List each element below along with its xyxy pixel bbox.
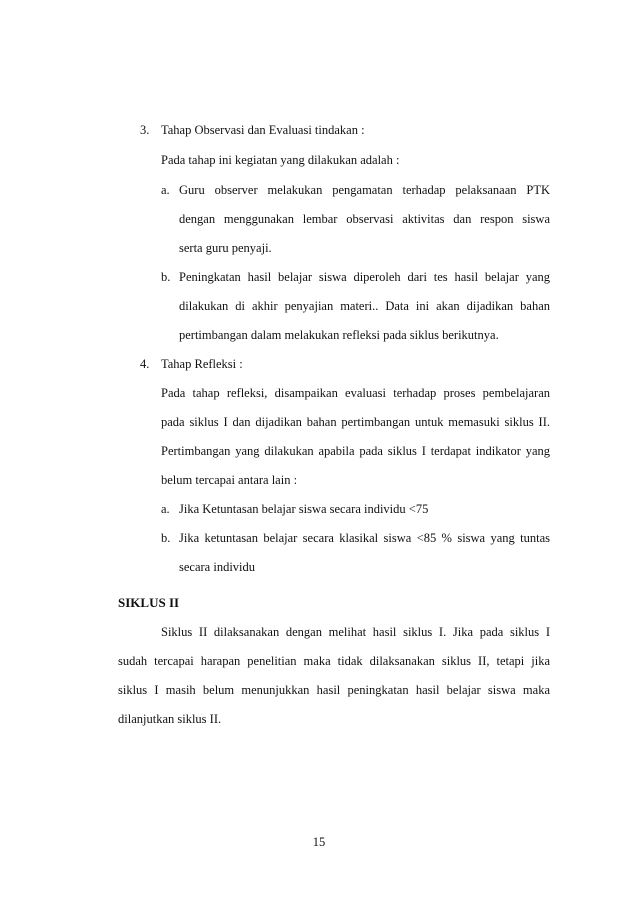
siklus-2-line-2: sudah tercapai harapan penelitian maka tidak dilaksanakan siklus II, tetapi jika [118, 654, 550, 668]
item-4-paragraph-line-3: Pertimbangan yang dilakukan apabila pada siklus I terdapat indikator yang [161, 444, 550, 458]
siklus-2-heading: SIKLUS II [118, 595, 180, 610]
item-4b-line-2: secara individu [179, 560, 256, 574]
item-3b-line-1: Peningkatan hasil belajar siswa diperoleh dari tes hasil belajar yang [179, 270, 550, 284]
page-number: 15 [312, 835, 326, 849]
item-4-paragraph-line-4: belum tercapai antara lain : [161, 473, 298, 487]
item-4-paragraph-line-2: pada siklus I dan dijadikan bahan pertimbangan untuk memasuki siklus II. [161, 415, 550, 429]
item-3a-line-3: serta guru penyaji. [179, 241, 272, 255]
item-4b-marker: b. [161, 531, 171, 545]
item-3a-line-2: dengan menggunakan lembar observasi aktivitas dan respon siswa [179, 212, 550, 226]
item-4a-marker: a. [161, 502, 170, 516]
item-3-heading: Tahap Observasi dan Evaluasi tindakan : [161, 123, 365, 137]
item-3b-line-2: dilakukan di akhir penyajian materi.. Data ini akan dijadikan bahan [179, 299, 550, 313]
item-4-heading: Tahap Refleksi : [161, 357, 243, 371]
item-3-intro: Pada tahap ini kegiatan yang dilakukan adalah : [161, 153, 400, 167]
item-3a-marker: a. [161, 183, 170, 197]
item-3a-line-1: Guru observer melakukan pengamatan terhadap pelaksanaan PTK [179, 183, 550, 197]
item-3b-line-3: pertimbangan dalam melakukan refleksi pada siklus berikutnya. [179, 328, 499, 342]
item-3-number: 3. [140, 123, 150, 137]
item-4b-line-1: Jika ketuntasan belajar secara klasikal siswa <85 % siswa yang tuntas [179, 531, 550, 545]
item-4a-line-1: Jika Ketuntasan belajar siswa secara individu <75 [179, 502, 429, 516]
siklus-2-line-3: siklus I masih belum menunjukkan hasil peningkatan hasil belajar siswa maka [118, 683, 550, 697]
item-4-number: 4. [140, 357, 150, 371]
item-4-paragraph-line-1: Pada tahap refleksi, disampaikan evaluasi terhadap proses pembelajaran [161, 386, 550, 400]
item-3b-marker: b. [161, 270, 171, 284]
siklus-2-line-4: dilanjutkan siklus II. [118, 712, 222, 726]
siklus-2-line-1: Siklus II dilaksanakan dengan melihat hasil siklus I. Jika pada siklus I [161, 625, 550, 639]
